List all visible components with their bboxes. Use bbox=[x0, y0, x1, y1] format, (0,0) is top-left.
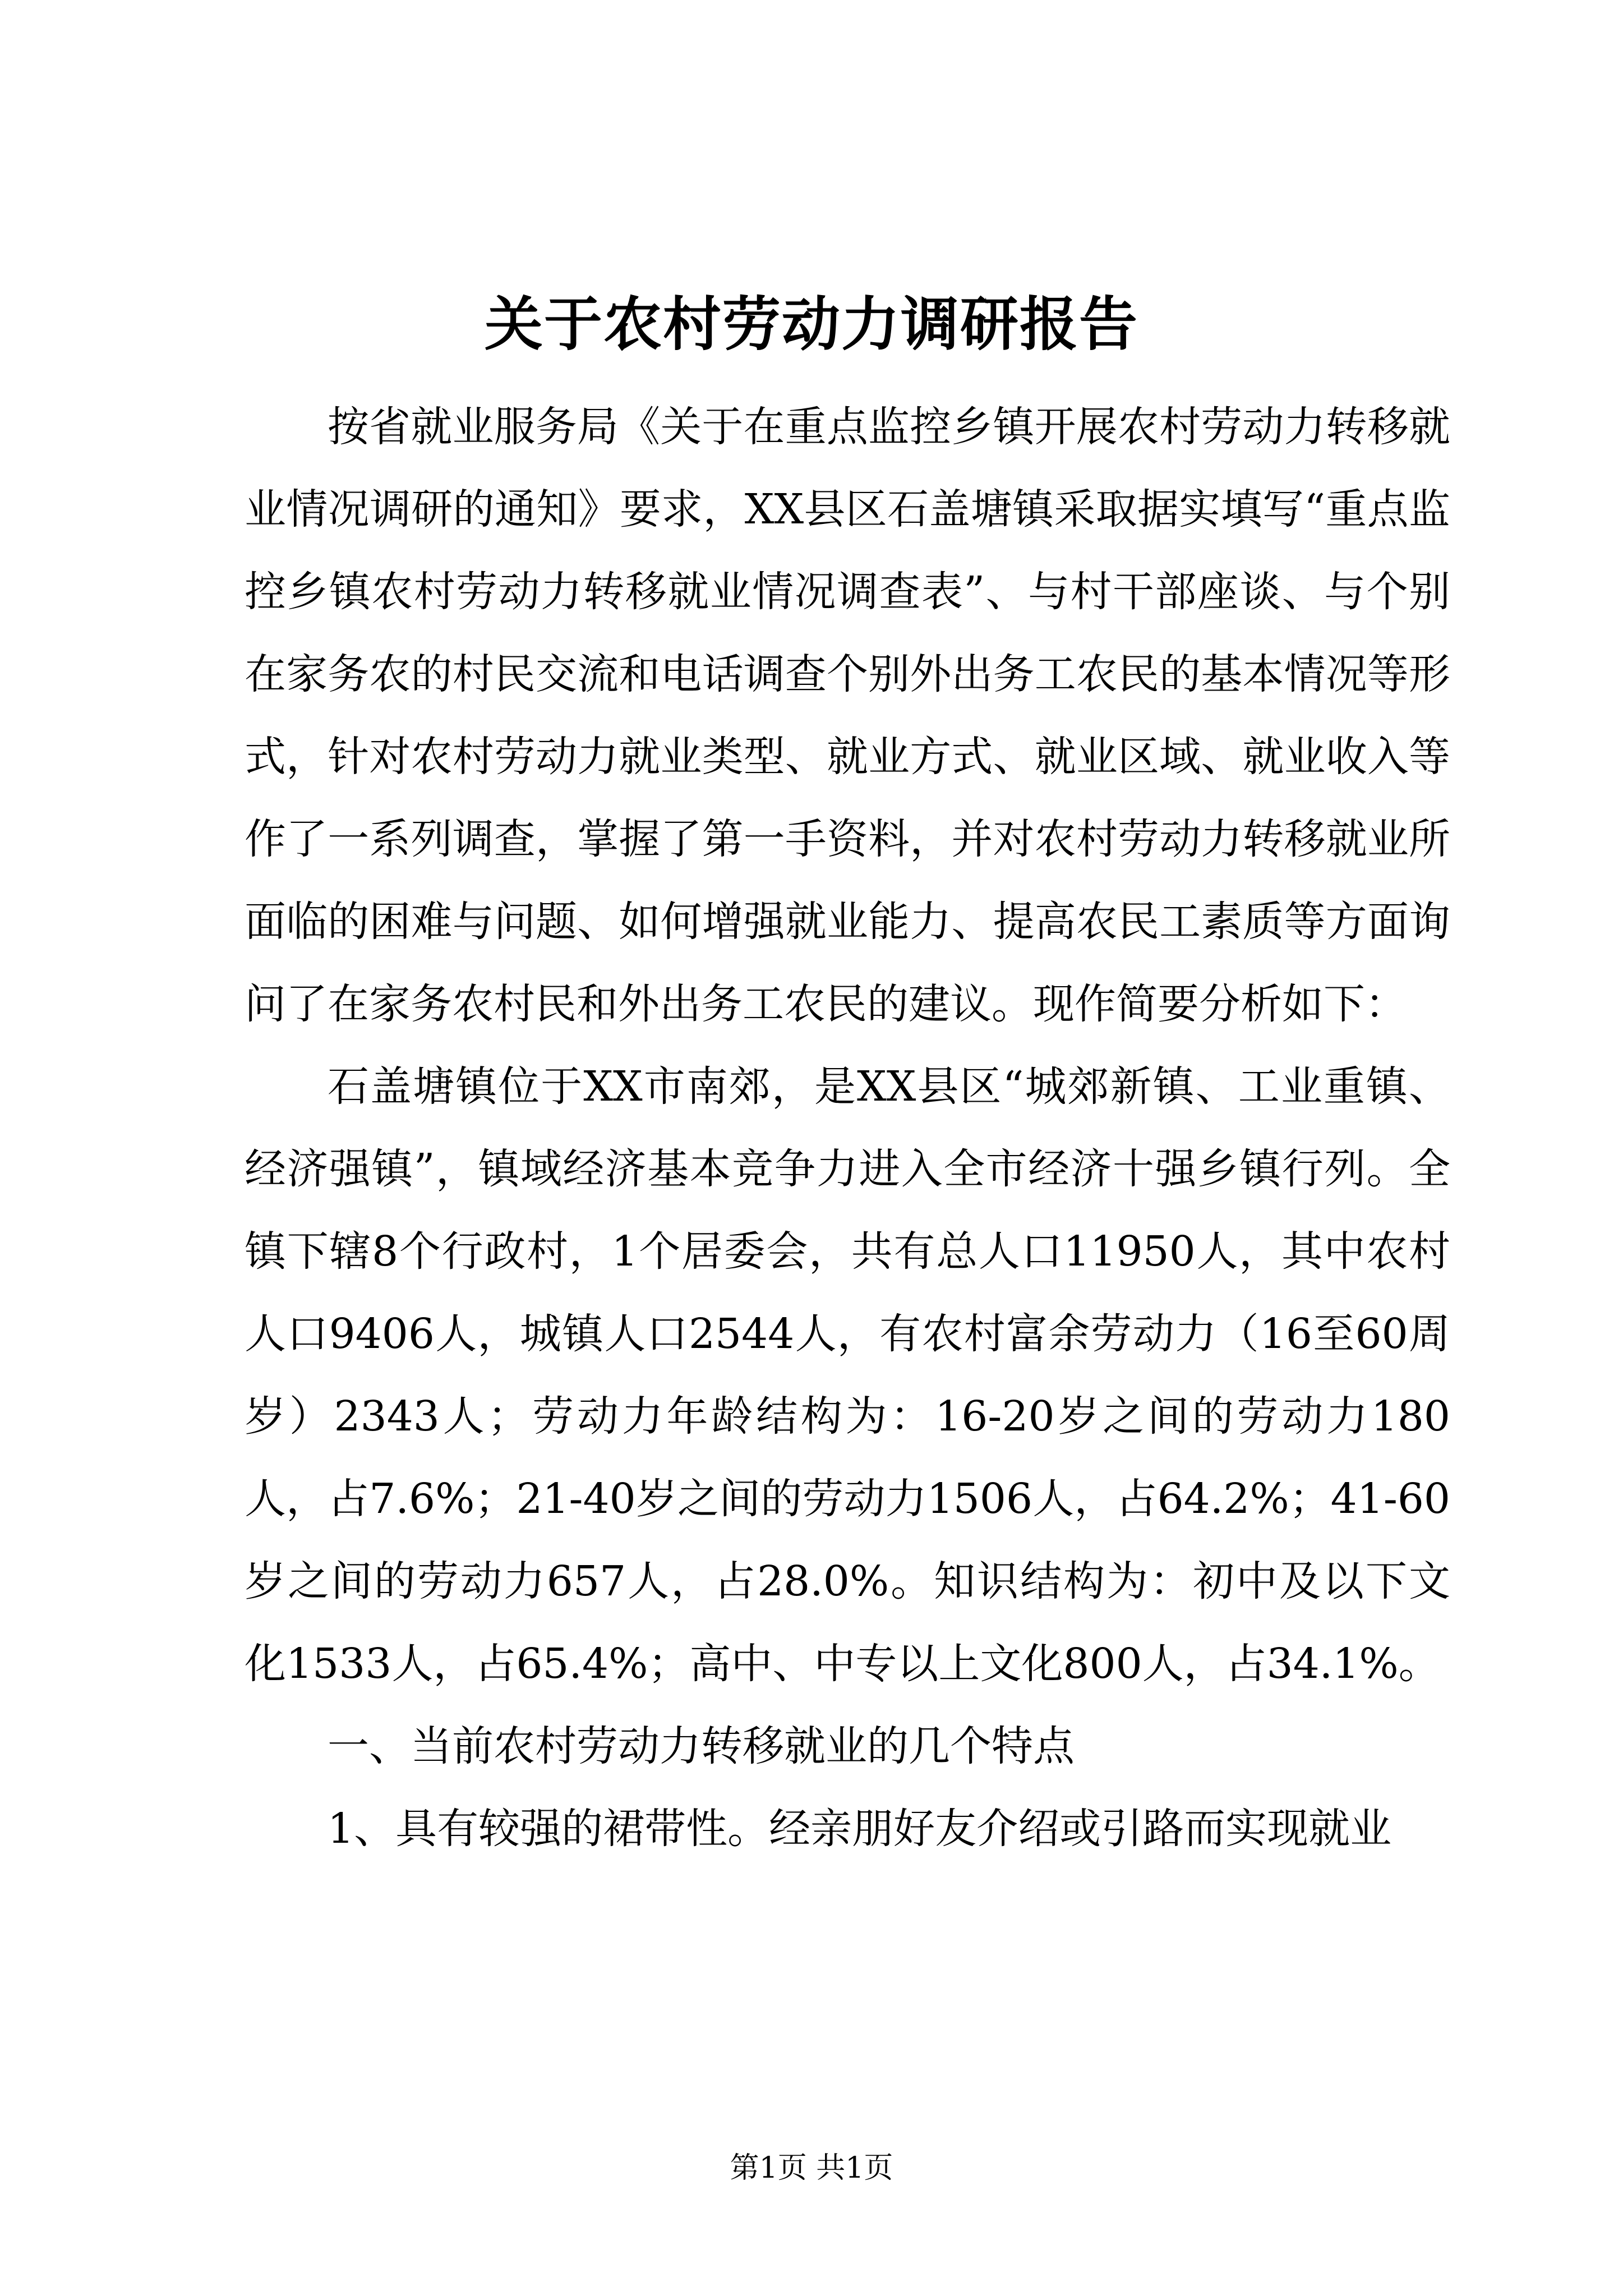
section-heading-characteristics: 一、当前农村劳动力转移就业的几个特点 bbox=[328, 1722, 1075, 1770]
page-footer: 第1页 共1页 bbox=[730, 2151, 893, 2185]
paragraph-town-overview: 石盖塘镇位于XX市南郊，是XX县区“城郊新镇、工业重镇、经济强镇”，镇域经济基本竞争力进入全市经济十强乡镇行列。全镇下辖8个行政村，1个居委会，共有总人口11950人，其中农村人口9406人，城镇人口2544人，有农村富余劳动力（16至60周岁）2343人；劳动力年龄结构为：16-20岁之间的劳动力180人，占7.6%；21-40岁之间的劳动力1506人，占64.2%；41-60岁之间的劳动力657人，占28.0%。知识结构为：初中及以下文化1533人，占65.4%；高中、中专以上文化800人，占34.1%。 bbox=[245, 1062, 1450, 1688]
paragraph-intro: 按省就业服务局《关于在重点监控乡镇开展农村劳动力转移就业情况调研的通知》要求，XX县区石盖塘镇采取据实填写“重点监控乡镇农村劳动力转移就业情况调查表”、与村干部座谈、与个别在家务农的村民交流和电话调查个别外出务工农民的基本情况等形式，针对农村劳动力就业类型、就业方式、就业区域、就业收入等作了一系列调查，掌握了第一手资料，并对农村劳动力转移就业所面临的困难与问题、如何增强就业能力、提高农民工素质等方面询问了在家务农村民和外出务工农民的建议。现作简要分析如下： bbox=[245, 403, 1450, 1028]
document-title: 关于农村劳动力调研报告 bbox=[484, 289, 1138, 358]
document-body bbox=[245, 386, 1450, 1870]
paragraph-point-1: 1、具有较强的裙带性。经亲朋好友介绍或引路而实现就业 bbox=[328, 1805, 1392, 1853]
